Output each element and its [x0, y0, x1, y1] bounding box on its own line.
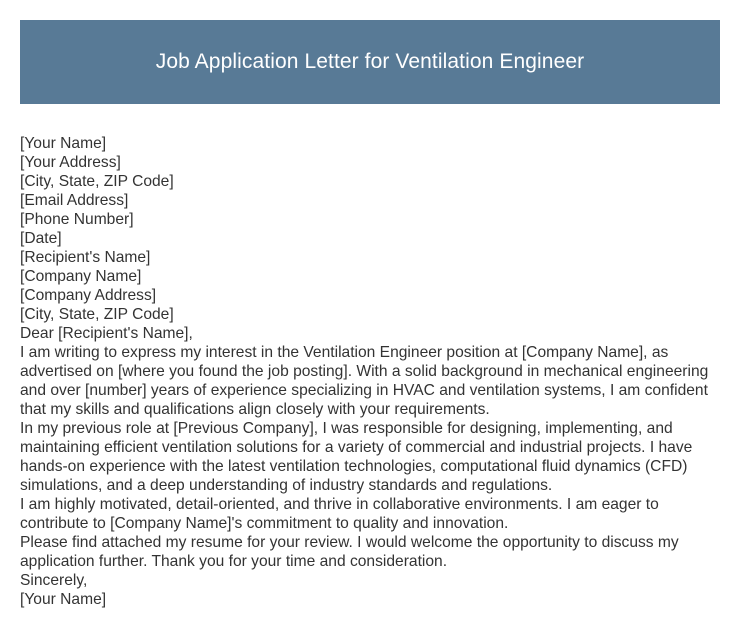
sender-address: [Your Address]: [20, 154, 121, 171]
company-city-state-zip: [City, State, ZIP Code]: [20, 306, 174, 323]
letter-date: [Date]: [20, 230, 62, 247]
paragraph-interest: I am writing to express my interest in the Ventilation Engineer position at [Company Name], as advertised on [where you found the job posting]. With a solid background in mechanical engineering and over [number] years of experience specializing in HVAC and ventilation systems, I am confident that my skills and qualifications align closely with your requirements.: [20, 344, 709, 418]
signature-name: [Your Name]: [20, 591, 107, 608]
company-name: [Company Name]: [20, 268, 142, 285]
sender-city-state-zip: [City, State, ZIP Code]: [20, 173, 174, 190]
paragraph-closing-request: Please find attached my resume for your review. I would welcome the opportunity to discuss my application further. Thank you for your time and consideration.: [20, 534, 679, 570]
sender-name: [Your Name]: [20, 135, 107, 152]
salutation: Dear [Recipient's Name],: [20, 325, 193, 342]
sender-email: [Email Address]: [20, 192, 129, 209]
letter-body: [20, 134, 720, 609]
paragraph-experience: In my previous role at [Previous Company], I was responsible for designing, implementing, and maintaining efficient ventilation solutions for a variety of commercial and industrial projects. I have hands-on experience with the latest ventilation technologies, computational fluid dynamics (CFD) simulations, and a deep understanding of industry standards and regulations.: [20, 420, 693, 494]
title-banner: [20, 20, 720, 104]
closing: Sincerely,: [20, 572, 88, 589]
page-title: Job Application Letter for Ventilation Engineer: [155, 50, 585, 73]
company-address: [Company Address]: [20, 287, 157, 304]
paragraph-motivation: I am highly motivated, detail-oriented, and thrive in collaborative environments. I am eager to contribute to [Company Name]'s commitment to quality and innovation.: [20, 496, 659, 532]
recipient-name: [Recipient's Name]: [20, 249, 151, 266]
sender-phone: [Phone Number]: [20, 211, 134, 228]
